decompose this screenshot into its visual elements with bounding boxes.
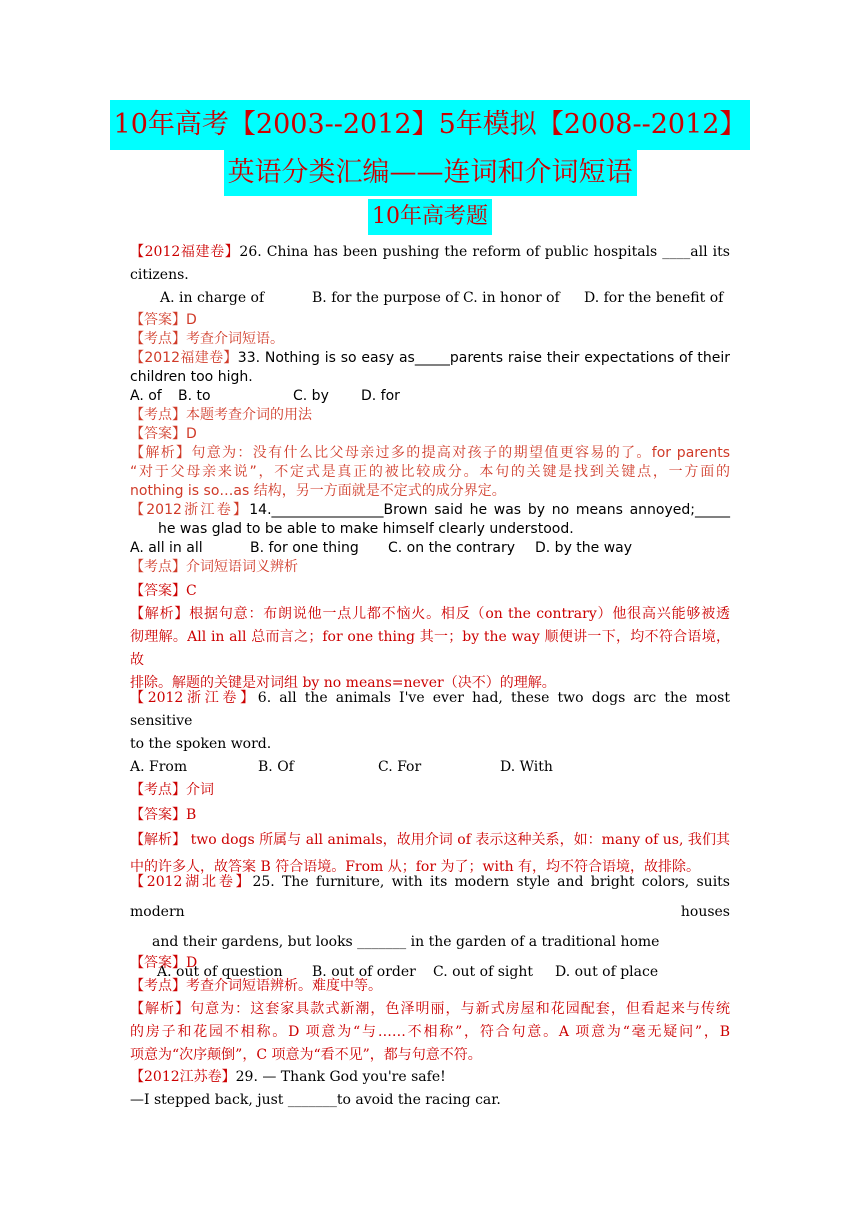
question-4: 【2012浙江卷】6. all the animals I've ever had, these two dogs arc the most sensitive to the spoken word. A. From B. Of C. For D. With 【考点】介词 【答案】B 【解析】 two dogs 所属与 all animals，故用介词 of 表示这种关系，如：many of us, 我们其 中的许多人，故答案 B 符合语境。From 从；for 为了；with 有，均不符合语境，故排除。 (130, 690, 730, 875)
title-line-1: 10年高考【2003--2012】5年模拟【2008--2012】 (0, 100, 860, 150)
title-line-2: 英语分类汇编——连词和介词短语 (0, 150, 860, 196)
question-5-analysis: 【答案】D 【考点】考查介词短语辨析。难度中等。 【解析】句意为：这套家具款式新潮，色泽明丽，与新式房屋和花园配套，但看起来与传统 的房子和花园不相称。D 项意为“与……不相称”，符合句意。A 项意为“毫无疑问”，B 项意为“次序颠倒”，C 项意为“看不见”，都与句意不符。 (130, 955, 730, 1063)
question-6: 【2012江苏卷】29. — Thank God you're safe! —I stepped back, just _______to avoid the racing car. (130, 1069, 501, 1108)
question-1-options: A. in charge of B. for the purpose of C. in honor of D. for the benefit of (160, 290, 724, 306)
question-1-stem: 【2012福建卷】26. China has been pushing the reform of public hospitals ____all its (130, 244, 730, 260)
question-3-analysis: 【答案】C 【解析】根据句意：布朗说他一点儿都不恼火。相反（on the contrary）他很高兴能够被透 彻理解。All in all 总而言之；for one thing 其一；by the way 顺便讲一下，均不符合语境，故 排除。解题的关键是对词组 by no means=never（决不）的理解。 (130, 583, 730, 691)
scanned-block: 【答案】D 【考点】考查介词短语。 【2012福建卷】33. Nothing is so easy as_____parents raise their expectations of their children too high. A. of B. to C. by D. for 【考点】本题考查介词的用法 【答案】D 【解析】句意为：没有什么比父母亲过多的提高对孩子的期望值更容易的了。for parents “对于父母亲来说”，不定式是真正的被比较成分。本句的关键是找到关键点，一方面的 nothing is so…as 结构，另一方面就是不定式的成分界定。 【2012浙江卷】14.________________Brown said he was by no means annoyed;_____ he was glad to be able to make himself clearly understood. A. all in all B. for one thing C. on the contrary D. by the way 【考点】介词短语词义辨析 (130, 312, 730, 575)
question-1: 【2012福建卷】26. China has been pushing the reform of public hospitals ____all its citizens. A. in charge of B. for the purpose of C. in honor of D. for the benefit of (130, 241, 730, 310)
title-line-3: 10年高考题 (0, 199, 860, 235)
question-5: 【2012湖北卷】25. The furniture, with its modern style and bright colors, suits modern houses and their gardens, but looks _______ in the garden of a traditional home A. out of question B. out of order C. out of sight D. out of place (130, 874, 730, 980)
